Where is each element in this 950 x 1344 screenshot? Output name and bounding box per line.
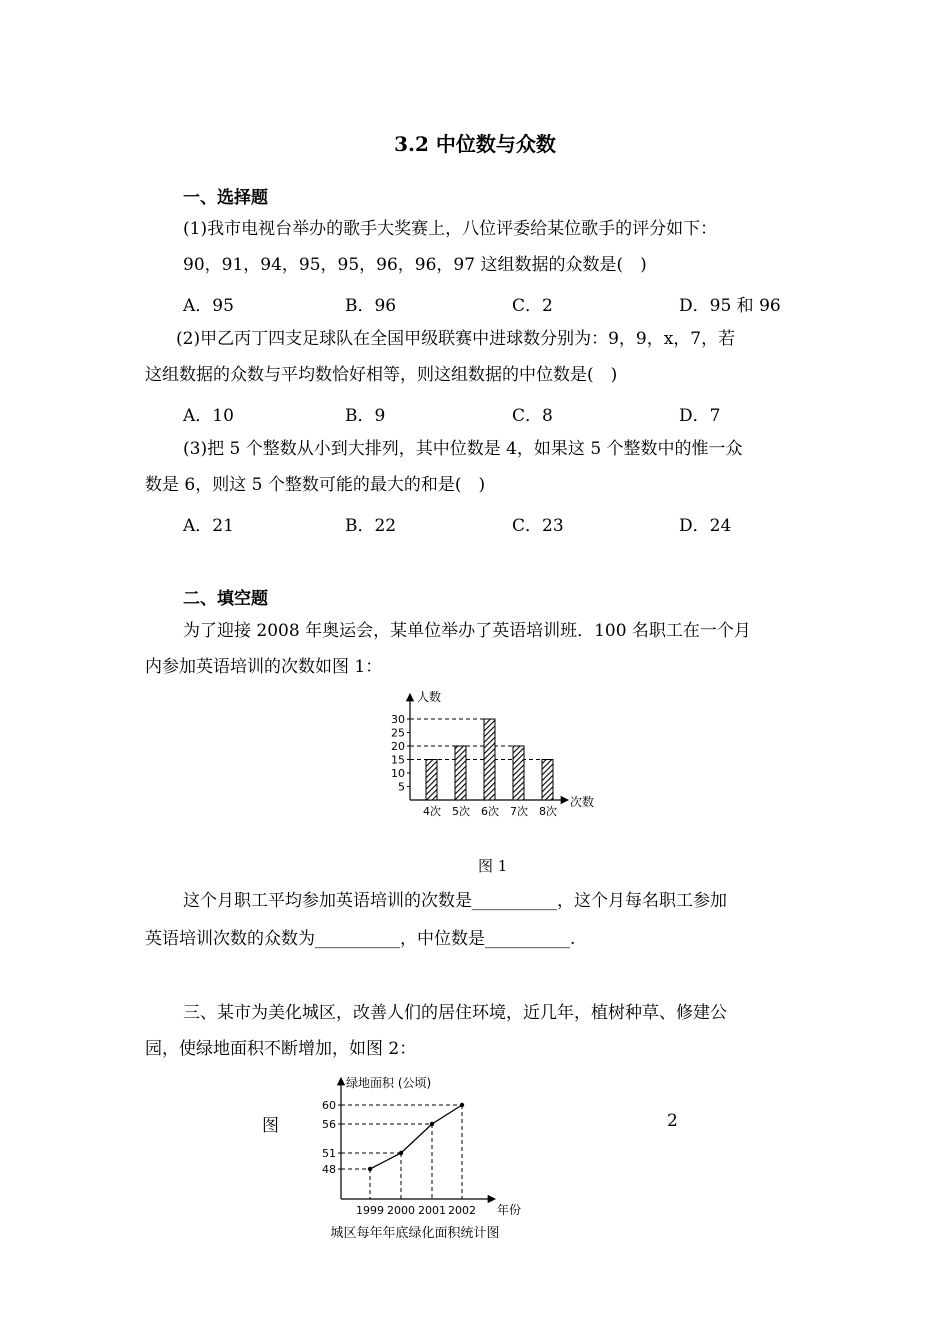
- x-tick-label: 1999: [356, 1204, 384, 1217]
- q3-line1: (3)把 5 个整数从小到大排列，其中位数是 4，如果这 5 个整数中的惟一众: [183, 439, 743, 459]
- q2-line1: (2)甲乙丙丁四支足球队在全国甲级联赛中进球数分别为：9，9，x，7，若: [176, 329, 736, 349]
- data-point: [368, 1167, 372, 1171]
- q2-option-b: B．9: [345, 406, 386, 426]
- series-line: [370, 1105, 462, 1169]
- figure-2-label-left: 图: [262, 1116, 279, 1136]
- y-axis-label: 人数: [417, 690, 442, 704]
- x-tick-label: 8次: [539, 805, 557, 818]
- data-point: [430, 1122, 434, 1126]
- bar: [484, 719, 495, 800]
- y-tick-label: 25: [391, 726, 405, 740]
- bar: [513, 746, 524, 800]
- x-axis-label: 次数: [570, 795, 595, 809]
- y-tick-label: 10: [391, 767, 405, 780]
- q3-option-b: B．22: [345, 516, 397, 536]
- y-tick-label: 48: [322, 1163, 336, 1176]
- figure-2-line-chart: [300, 1070, 540, 1245]
- s2-fill-line2: 英语培训次数的众数为__________，中位数是__________.: [145, 929, 576, 949]
- y-tick-label: 20: [391, 740, 405, 753]
- q1-option-b: B．96: [345, 296, 397, 316]
- q1-line1: (1)我市电视台举办的歌手大奖赛上，八位评委给某位歌手的评分如下：: [183, 219, 718, 239]
- x-tick-label: 7次: [510, 805, 528, 818]
- y-axis-label: 绿地面积 (公顷): [346, 1076, 432, 1090]
- s3-line1: 三、某市为美化城区，改善人们的居住环境，近几年，植树种草、修建公: [183, 1003, 727, 1023]
- x-axis-label: 年份: [497, 1203, 522, 1217]
- q3-option-d: D．24: [679, 516, 732, 536]
- x-tick-label: 2000: [387, 1204, 415, 1217]
- s3-line2: 园，使绿地面积不断增加，如图 2：: [145, 1039, 417, 1059]
- q3-line2: 数是 6，则这 5 个整数可能的最大的和是( ): [145, 475, 486, 495]
- bar: [455, 746, 466, 800]
- y-tick-label: 30: [391, 713, 405, 726]
- s2-line1: 为了迎接 2008 年奥运会，某单位举办了英语培训班．100 名职工在一个月: [183, 621, 751, 641]
- x-tick-label: 4次: [423, 805, 441, 818]
- q1-option-d: D．95 和 96: [679, 296, 781, 316]
- data-point: [399, 1151, 403, 1155]
- q1-line2: 90，91，94，95，95，96，96，97 这组数据的众数是( ): [183, 255, 647, 275]
- s2-line2: 内参加英语培训的次数如图 1：: [145, 657, 383, 677]
- y-tick-label: 56: [322, 1118, 336, 1131]
- figure-2-label-right: 2: [667, 1111, 678, 1131]
- q2-option-a: A．10: [183, 406, 234, 426]
- s2-fill-line1: 这个月职工平均参加英语培训的次数是__________，这个月每名职工参加: [183, 891, 727, 911]
- figure-1-bar-chart: [370, 686, 620, 822]
- q3-option-a: A．21: [183, 516, 234, 536]
- q1-option-a: A．95: [183, 296, 234, 316]
- page-title: 3.2 中位数与众数: [394, 132, 556, 156]
- data-point: [460, 1103, 464, 1107]
- q2-line2: 这组数据的众数与平均数恰好相等，则这组数据的中位数是( ): [145, 365, 618, 385]
- x-tick-label: 5次: [452, 805, 470, 818]
- x-tick-label: 2002: [448, 1204, 476, 1217]
- bar: [426, 760, 437, 801]
- section-1-heading: 一、选择题: [183, 188, 268, 208]
- y-tick-label: 5: [398, 780, 405, 794]
- chart-title: 城区每年年底绿化面积统计图: [330, 1226, 500, 1241]
- bar: [542, 760, 553, 801]
- q2-option-c: C．8: [512, 406, 553, 426]
- figure-1-caption: 图 1: [478, 857, 508, 875]
- y-tick-label: 51: [322, 1147, 336, 1160]
- x-tick-label: 2001: [418, 1204, 446, 1217]
- q1-option-c: C．2: [512, 296, 553, 316]
- q2-option-d: D．7: [679, 406, 721, 426]
- q3-option-c: C．23: [512, 516, 564, 536]
- y-tick-label: 15: [391, 753, 405, 767]
- y-tick-label: 60: [322, 1099, 336, 1112]
- section-2-heading: 二、填空题: [183, 589, 268, 609]
- x-tick-label: 6次: [481, 805, 499, 818]
